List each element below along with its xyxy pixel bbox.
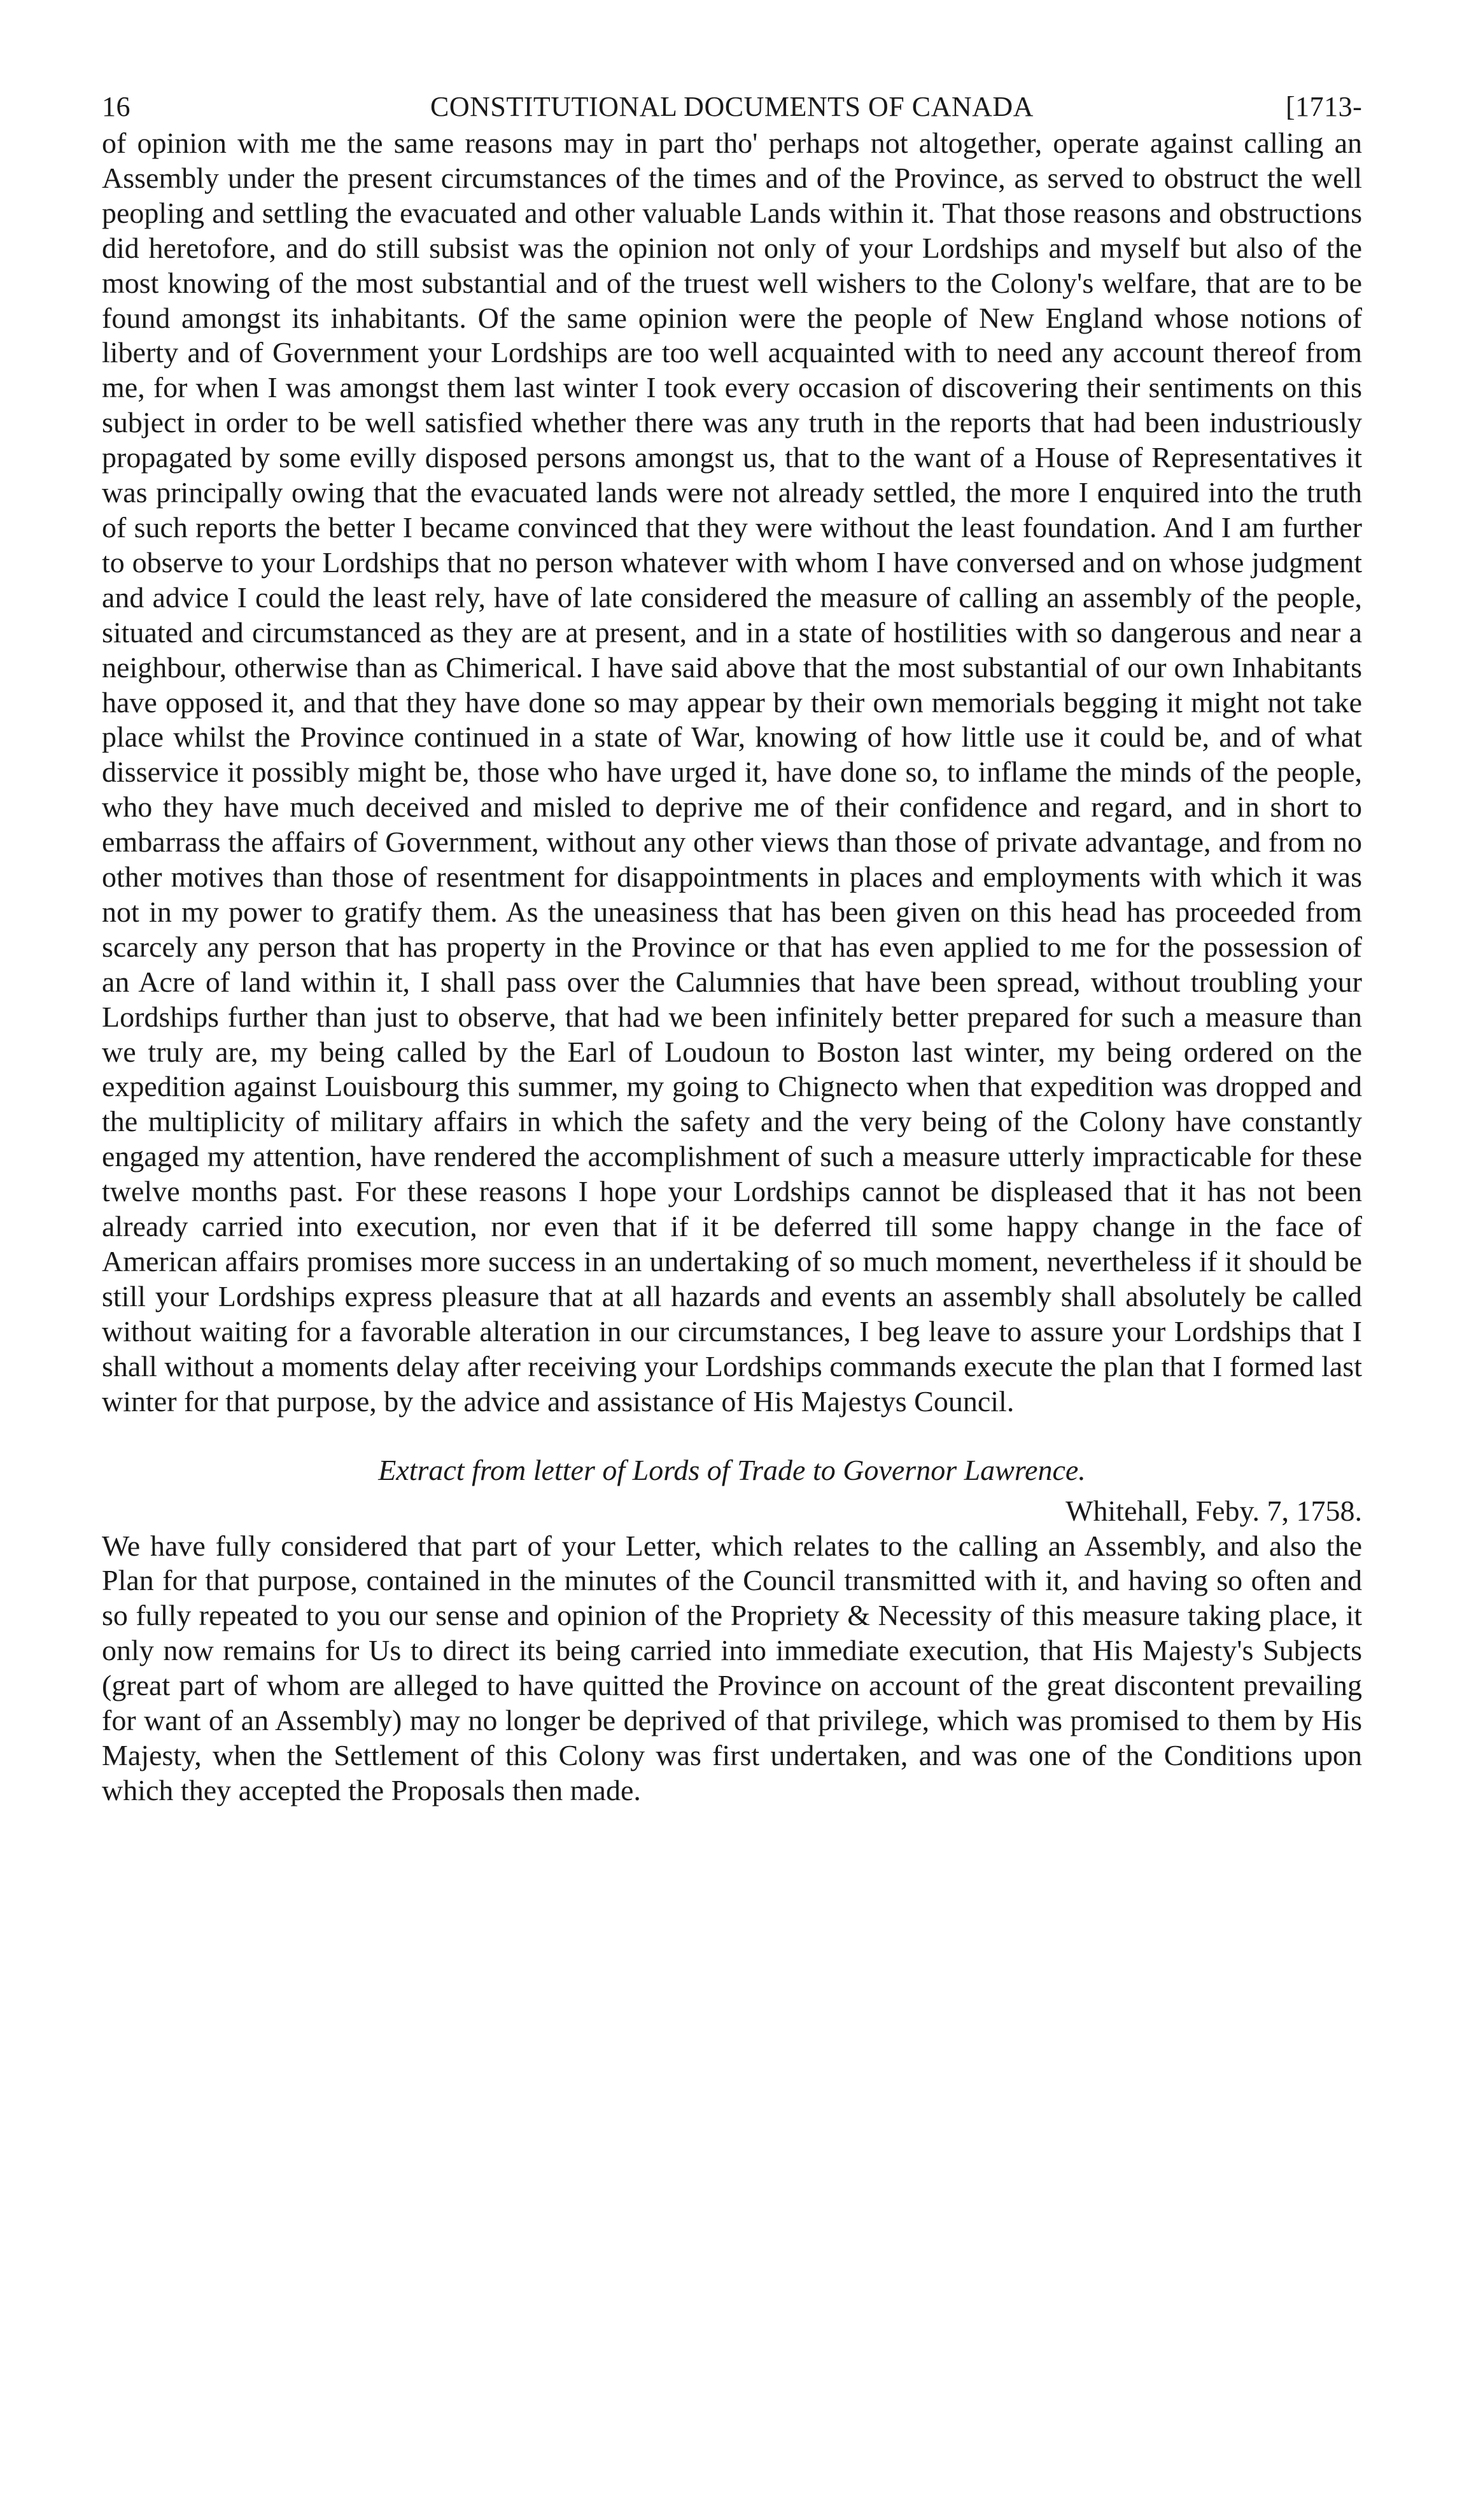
date-range: [1713- bbox=[1286, 91, 1363, 122]
running-title: CONSTITUTIONAL DOCUMENTS OF CANADA bbox=[430, 91, 1034, 122]
dateline: Whitehall, Feby. 7, 1758. bbox=[1065, 1494, 1362, 1527]
page-number: 16 bbox=[102, 91, 130, 122]
letter-body-paragraph: of opinion with me the same reasons may in part tho' perhaps not altogether, operate against calling an Assembly under the present circumstances of the times and of the Province, as served to obstruct the well peopling and settling the evacuated and other valuable Lands within it. That those reasons and obstructions did heretofore, and do still subsist was the opinion not only of your Lordships and myself but also of the most knowing of the most substantial and of the truest well wishers to the Colony's welfare, that are to be found amongst its inhabitants. Of the same opinion were the people of New England whose notions of liberty and of Government your Lordships are too well acquainted with to need any account thereof from me, for when I was amongst them last winter I took every occasion of discovering their sentiments on this subject in order to be well satisfied whether there was any truth in the reports that had been industriously propagated by some evilly disposed persons amongst us, that to the want of a House of Representatives it was principally owing that the evacuated lands were not already settled, the more I enquired into the truth of such reports the better I became convinced that they were without the least foundation. And I am further to observe to your Lordships that no person whatever with whom I have conversed and on whose judgment and advice I could the least rely, have of late considered the measure of calling an assembly of the people, situated and circumstanced as they are at present, and in a state of hostilities with so dangerous and near a neighbour, otherwise than as Chimerical. I have said above that the most substantial of our own Inhabitants have opposed it, and that they have done so may appear by their own memorials begging it might not take place whilst the Province continued in a state of War, knowing of how little use it could be, and of what disservice it possibly might be, those who have urged it, have done so, to inflame the minds of the people, who they have much deceived and misled to deprive me of their confidence and regard, and in short to embarrass the affairs of Government, without any other views than those of private advantage, and from no other motives than those of resentment for disappointments in places and employments with which it was not in my power to gratify them. As the uneasiness that has been given on this head has proceeded from scarcely any person that has property in the Province or that has even applied to me for the possession of an Acre of land within it, I shall pass over the Calumnies that have been spread, without troubling your Lordships further than just to observe, that had we been infinitely better prepared for such a measure than we truly are, my being called by the Earl of Loudoun to Boston last winter, my being ordered on the expedition against Louisbourg this summer, my going to Chignecto when that expedition was dropped and the multiplicity of military affairs in which the safety and the very being of the Colony have constantly engaged my attention, have rendered the accomplishment of such a measure utterly impracticable for these twelve months past. For these reasons I hope your Lordships cannot be displeased that it has not been already carried into execution, nor even that if it be deferred till some happy change in the face of American affairs promises more success in an undertaking of so much moment, nevertheless if it should be still your Lordships express pleasure that at all hazards and events an assembly shall absolutely be called without waiting for a favorable alteration in our circumstances, I beg leave to assure your Lordships that I shall without a moments delay after receiving your Lordships commands execute the plan that I formed last winter for that purpose, by the advice and assistance of His Majestys Council. bbox=[102, 127, 1362, 1418]
extract-heading: Extract from letter of Lords of Trade to Governor Lawrence. bbox=[378, 1453, 1086, 1486]
running-head bbox=[102, 89, 1362, 125]
extract-body-paragraph: We have fully considered that part of your Letter, which relates to the calling an Assembly, and also the Plan for that purpose, contained in the minutes of the Council transmitted with it, and having so often and so fully repeated to you our sense and opinion of the Propriety & Necessity of this measure taking place, it only now remains for Us to direct its being carried into immediate execution, that His Majesty's Subjects (great part of whom are alleged to have quitted the Province on account of the great discontent prevailing for want of an Assembly) may no longer be deprived of that privilege, which was promised to them by His Majesty, when the Settlement of this Colony was first undertaken, and was one of the Conditions upon which they accepted the Proposals then made. bbox=[102, 1529, 1362, 1806]
document-page bbox=[102, 89, 1362, 1808]
